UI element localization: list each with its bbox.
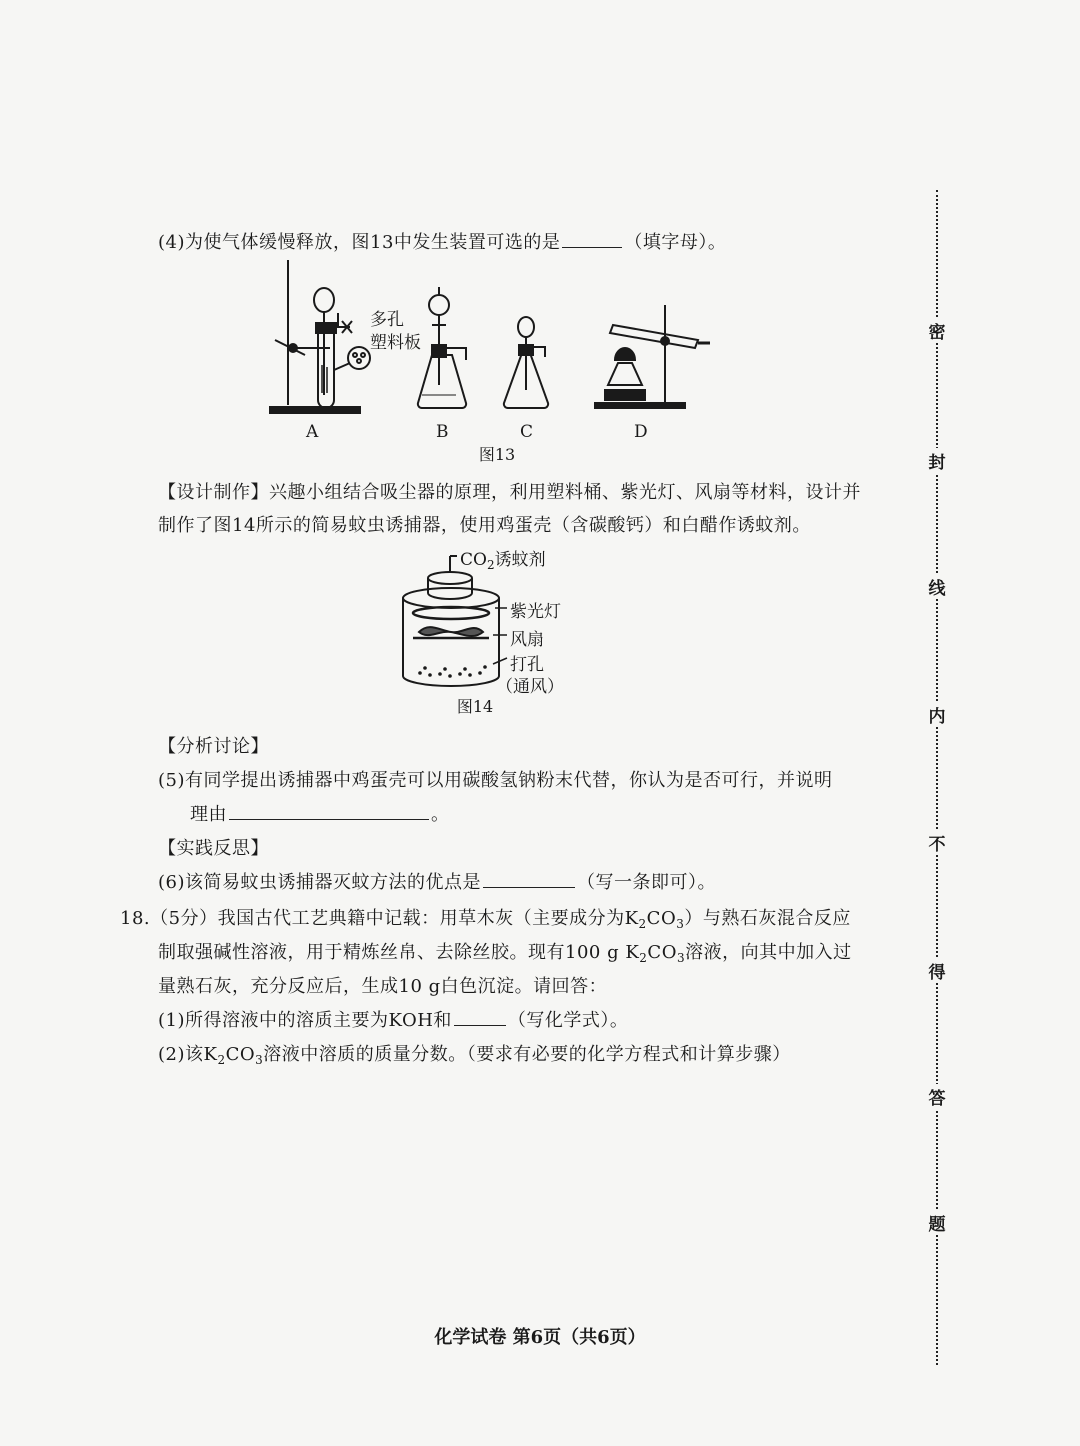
- q5-reason-label: 理由: [190, 804, 227, 825]
- label-porous-2: 塑料板: [370, 333, 421, 353]
- q4-text-after: （填字母）。: [624, 232, 727, 253]
- q18-line2: [158, 938, 852, 965]
- q6-line: [158, 868, 716, 894]
- label-fan: 风扇: [510, 630, 544, 650]
- q18-line1-a: 18.（5分）我国古代工艺典籍中记载：用草木灰（主要成分为K: [120, 908, 639, 929]
- page-footer: 化学试卷 第6页（共6页）: [434, 1327, 646, 1348]
- binding-dotted-line: [936, 190, 938, 1365]
- q18-line1-c: ）与熟石灰混合反应: [684, 908, 851, 929]
- q6-answer-blank[interactable]: [483, 886, 575, 888]
- apparatus-d: [595, 305, 710, 408]
- q18-line2-b: CO: [647, 942, 677, 963]
- margin-char-da: 答: [926, 1084, 948, 1109]
- fig14-caption: 图14: [456, 697, 494, 716]
- q5-end: 。: [431, 804, 450, 825]
- label-co2-a: CO: [460, 550, 487, 570]
- apparatus-a: [270, 260, 370, 413]
- reflection-heading: 【实践反思】: [158, 838, 269, 859]
- q18-line3: 量熟石灰，充分反应后，生成10 g白色沉淀。请回答：: [158, 976, 608, 997]
- q6-text-after: （写一条即可）。: [577, 872, 716, 893]
- label-d: D: [634, 422, 648, 442]
- q18-line2-sub1: 2: [639, 951, 648, 965]
- fig13-apparatus: [260, 255, 720, 425]
- margin-char-nei: 内: [926, 702, 948, 727]
- margin-char-ti: 题: [926, 1210, 948, 1235]
- q18-part2-b: CO: [225, 1044, 256, 1065]
- q18-part1-answer-blank[interactable]: [454, 1024, 506, 1026]
- q18-line2-c: 溶液，向其中加入过: [685, 942, 852, 963]
- q18-line1-b: CO: [646, 908, 677, 929]
- q5-line2: [190, 800, 450, 826]
- design-line2: 制作了图14所示的简易蚊虫诱捕器，使用鸡蛋壳（含碳酸钙）和白醋作诱蚊剂。: [158, 515, 811, 536]
- q18-line1-sub1: 2: [638, 917, 647, 931]
- label-porous-1: 多孔: [370, 310, 404, 330]
- q18-line1: [120, 904, 851, 931]
- q18-part2-a: (2)该K: [158, 1044, 218, 1065]
- q18-part1-text: (1)所得溶液中的溶质主要为KOH和: [158, 1010, 452, 1031]
- margin-char-bu: 不: [926, 830, 948, 855]
- apparatus-b: [418, 287, 466, 408]
- label-co2-sub: 2: [486, 558, 495, 572]
- margin-char-xian: 线: [926, 574, 948, 599]
- q18-part1: [158, 1006, 628, 1032]
- label-hole: 打孔: [510, 655, 544, 675]
- fig13-caption: 图13: [478, 445, 516, 464]
- label-violet-lamp: 紫光灯: [510, 602, 561, 622]
- margin-char-feng: 封: [926, 448, 948, 473]
- apparatus-c: [504, 317, 548, 408]
- label-c: C: [520, 422, 534, 442]
- q6-text: (6)该简易蚊虫诱捕器灭蚊方法的优点是: [158, 872, 481, 893]
- margin-char-mi: 密: [926, 318, 948, 343]
- design-line1: 【设计制作】兴趣小组结合吸尘器的原理，利用塑料桶、紫光灯、风扇等材料，设计并: [158, 482, 861, 503]
- label-vent: （通风）: [496, 677, 564, 697]
- q5-answer-blank[interactable]: [229, 818, 429, 820]
- q18-line1-sub2: 3: [676, 917, 685, 931]
- q18-line2-a: 制取强碱性溶液，用于精炼丝帛、去除丝胶。现有100 g K: [158, 942, 640, 963]
- q18-part1-after: （写化学式）。: [507, 1010, 629, 1031]
- q18-part2-sub1: 2: [217, 1053, 226, 1067]
- q4-text: (4)为使气体缓慢释放，图13中发生装置可选的是: [158, 232, 561, 253]
- analysis-heading: 【分析讨论】: [158, 736, 269, 757]
- q18-part2-sub2: 3: [255, 1053, 264, 1067]
- label-a: A: [306, 422, 319, 442]
- q18-part2-c: 溶液中溶质的质量分数。（要求有必要的化学方程式和计算步骤）: [263, 1044, 791, 1065]
- q18-part2: [158, 1040, 791, 1067]
- q4-answer-blank[interactable]: [562, 246, 622, 248]
- label-co2-b: 诱蚊剂: [494, 550, 546, 570]
- q18-line2-sub2: 3: [676, 951, 686, 965]
- label-co2: [460, 545, 546, 572]
- label-b: B: [436, 422, 449, 442]
- margin-char-de: 得: [926, 958, 948, 983]
- q5-line1: (5)有同学提出诱捕器中鸡蛋壳可以用碳酸氢钠粉末代替，你认为是否可行，并说明: [158, 770, 833, 791]
- q4-line: [158, 228, 726, 254]
